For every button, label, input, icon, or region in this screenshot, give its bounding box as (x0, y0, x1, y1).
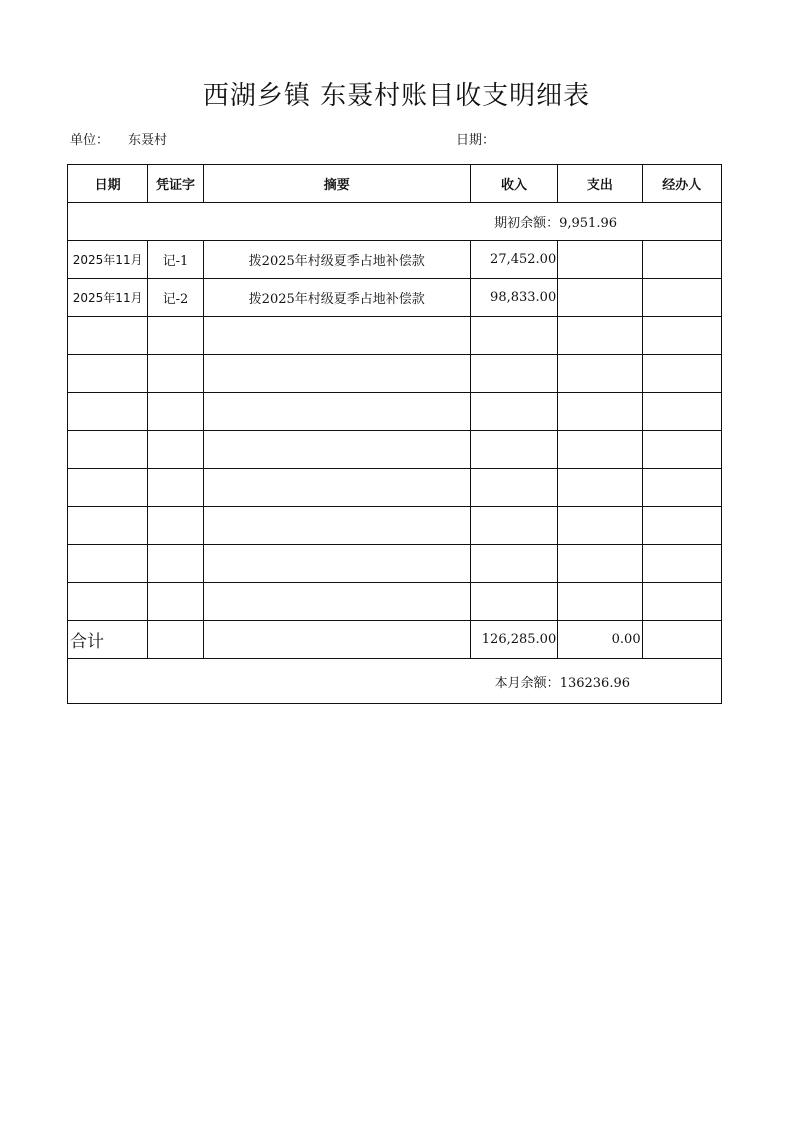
cell-voucher (148, 469, 203, 507)
opening-balance-label: 期初余额： (494, 216, 560, 231)
cell-handler (642, 355, 721, 393)
header-voucher: 凭证字 (148, 165, 203, 203)
cell-summary: 拨2025年村级夏季占地补偿款 (203, 241, 470, 279)
cell-summary (203, 545, 470, 583)
cell-handler (642, 545, 721, 583)
cell-date (68, 545, 148, 583)
cell-voucher (148, 355, 203, 393)
table-row (68, 279, 722, 317)
unit-label: 单位： (70, 133, 110, 148)
cell-summary (203, 317, 470, 355)
total-label: 合计 (68, 621, 148, 659)
cell-voucher (148, 507, 203, 545)
cell-handler (642, 241, 721, 279)
cell-summary (203, 431, 470, 469)
cell-date (68, 355, 148, 393)
cell-income (470, 469, 557, 507)
cell-income (470, 317, 557, 355)
table-row (68, 431, 722, 469)
table-row (68, 545, 722, 583)
unit-value: 东聂村 (128, 133, 168, 148)
cell-income (470, 355, 557, 393)
cell-expense (558, 279, 642, 317)
cell-summary (203, 583, 470, 621)
header-expense: 支出 (558, 165, 642, 203)
date-label: 日期： (456, 133, 496, 148)
opening-balance-value: 9,951.96 (559, 216, 617, 231)
cell-date (68, 317, 148, 355)
closing-balance-value: 136236.96 (559, 675, 630, 691)
total-summary (203, 621, 470, 659)
cell-voucher: 记-2 (148, 279, 203, 317)
total-handler (642, 621, 721, 659)
ledger-table (67, 164, 722, 704)
opening-balance-row (68, 203, 722, 241)
cell-income (470, 393, 557, 431)
header-date: 日期 (68, 165, 148, 203)
cell-expense (558, 507, 642, 545)
page-title: 西湖乡镇 东聂村账目收支明细表 (202, 81, 591, 111)
closing-balance-label: 本月余额： (494, 675, 560, 691)
cell-date: 2025年11月 (68, 279, 148, 317)
total-voucher (148, 621, 203, 659)
cell-summary (203, 393, 470, 431)
header-summary: 摘要 (203, 165, 470, 203)
cell-income: 27,452.00 (470, 241, 557, 279)
table-row (68, 393, 722, 431)
cell-handler (642, 583, 721, 621)
cell-summary: 拨2025年村级夏季占地补偿款 (203, 279, 470, 317)
cell-expense (558, 355, 642, 393)
cell-summary (203, 507, 470, 545)
cell-income (470, 507, 557, 545)
closing-balance-row (68, 659, 722, 704)
closing-balance (68, 659, 722, 704)
cell-summary (203, 355, 470, 393)
cell-expense (558, 469, 642, 507)
table-row (68, 507, 722, 545)
cell-handler (642, 469, 721, 507)
cell-date (68, 469, 148, 507)
cell-date (68, 583, 148, 621)
cell-handler (642, 279, 721, 317)
cell-expense (558, 317, 642, 355)
cell-voucher (148, 583, 203, 621)
cell-handler (642, 507, 721, 545)
cell-voucher (148, 545, 203, 583)
table-row (68, 317, 722, 355)
cell-summary (203, 469, 470, 507)
header-row (68, 165, 722, 203)
cell-voucher (148, 431, 203, 469)
cell-handler (642, 317, 721, 355)
header-handler: 经办人 (642, 165, 721, 203)
cell-date: 2025年11月 (68, 241, 148, 279)
cell-handler (642, 431, 721, 469)
cell-date (68, 507, 148, 545)
cell-income (470, 431, 557, 469)
total-expense: 0.00 (558, 621, 642, 659)
header-income: 收入 (470, 165, 557, 203)
cell-expense (558, 583, 642, 621)
cell-voucher (148, 317, 203, 355)
opening-balance (68, 203, 722, 241)
table-row (68, 355, 722, 393)
cell-expense (558, 545, 642, 583)
cell-handler (642, 393, 721, 431)
cell-income (470, 545, 557, 583)
cell-expense (558, 431, 642, 469)
cell-expense (558, 241, 642, 279)
total-row (68, 621, 722, 659)
total-income: 126,285.00 (470, 621, 557, 659)
cell-date (68, 431, 148, 469)
cell-voucher (148, 393, 203, 431)
table-row (68, 469, 722, 507)
cell-income (470, 583, 557, 621)
table-row (68, 241, 722, 279)
cell-expense (558, 393, 642, 431)
table-row (68, 583, 722, 621)
cell-voucher: 记-1 (148, 241, 203, 279)
cell-income: 98,833.00 (470, 279, 557, 317)
cell-date (68, 393, 148, 431)
